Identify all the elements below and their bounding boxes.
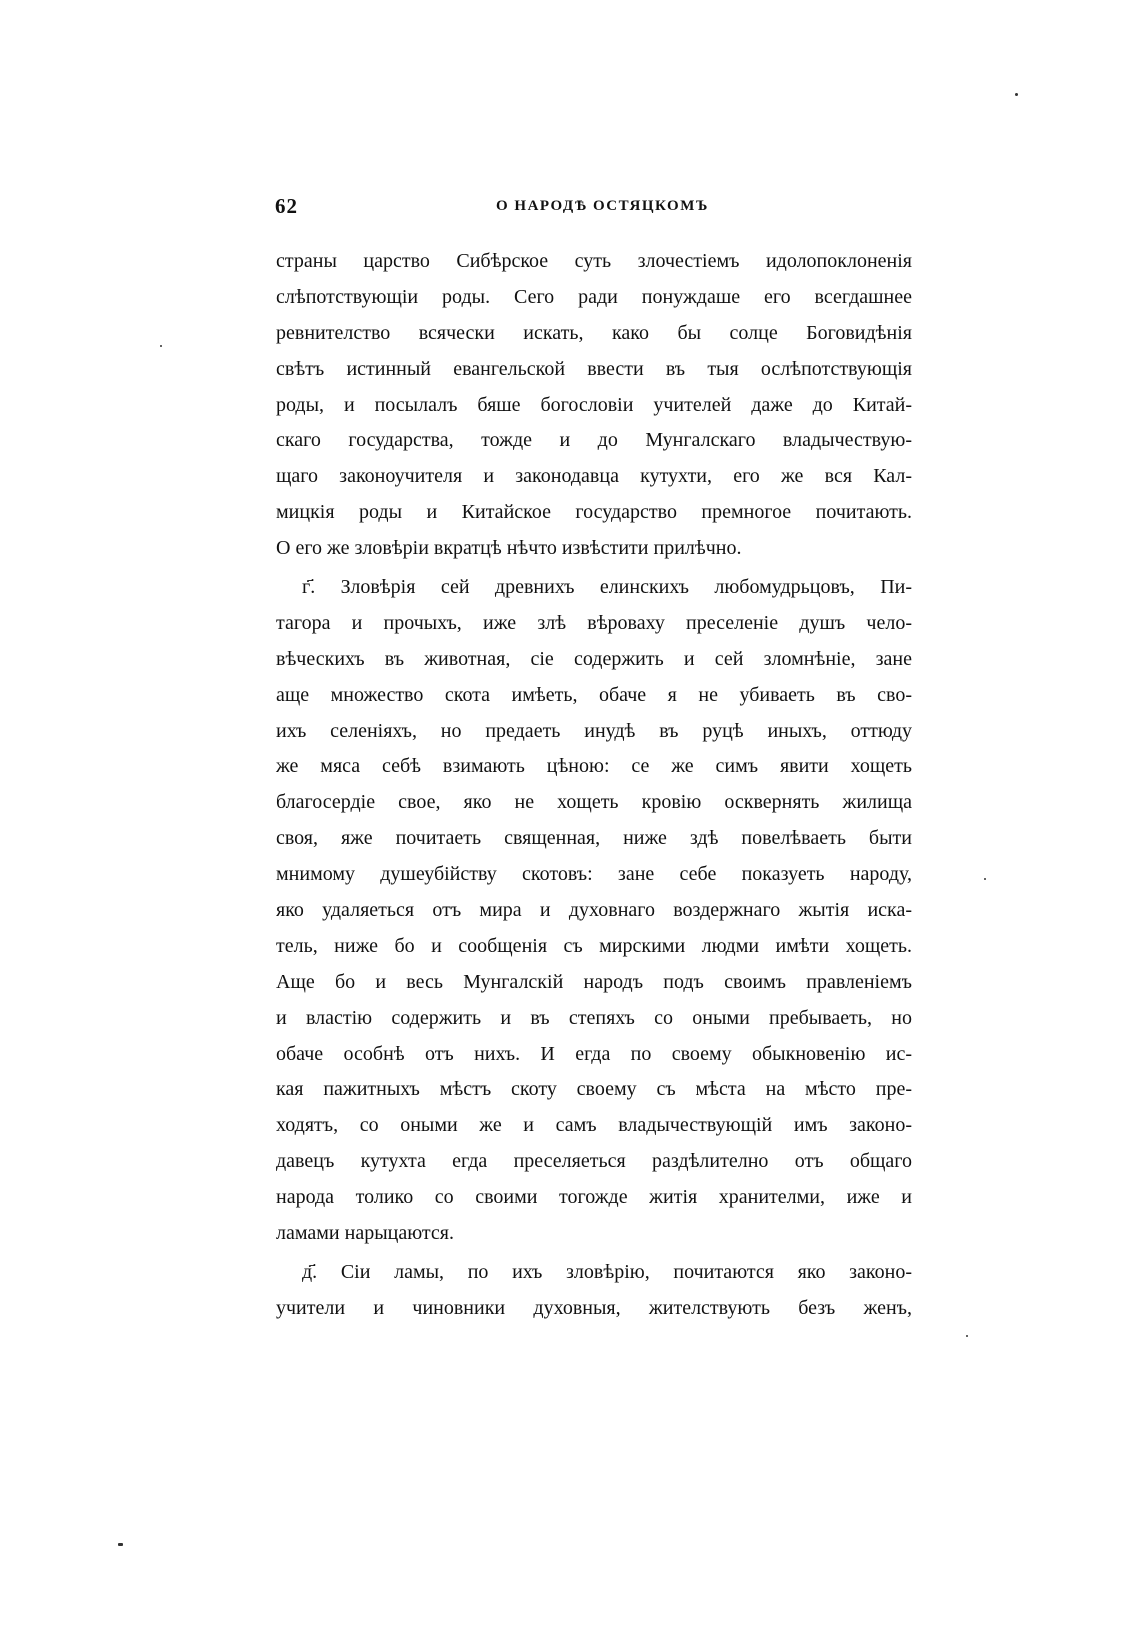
text-block	[276, 244, 912, 1327]
text-line: слѣпотствующіи роды. Сего ради понуждаше его всегдашнее	[276, 285, 912, 308]
text-line: давецъ кутухта егда преселяеться раздѣлително отъ общаго	[276, 1150, 912, 1173]
text-line: О его же зловѣріи вкратцѣ нѣчто извѣстити прилѣчно.	[276, 537, 742, 560]
paragraph-start-line: г҃. Зловѣрія сей древнихъ елинскихъ любомудрьцовъ, Пи-	[302, 576, 912, 599]
text-line: щаго законоучителя и законодавца кутухти, его же вся Кал-	[276, 465, 912, 488]
text-line: тагора и прочыхъ, иже злѣ вѣроваху преселеніе душъ чело-	[276, 611, 912, 634]
scan-speck	[1015, 93, 1018, 96]
text-line: тель, ниже бо и сообщенія съ мирскими людми имѣти хощеть.	[276, 934, 912, 957]
scan-speck	[984, 878, 986, 880]
text-line: же мяса себѣ взимають цѣною: се же симъ явити хощеть	[276, 755, 912, 778]
text-line: Аще бо и весь Мунгалскій народъ подъ своимъ правленіемъ	[276, 970, 912, 993]
text-line: страны царство Сибѣрское суть злочестіемъ идолопоклоненія	[276, 250, 912, 272]
scan-speck	[160, 345, 162, 347]
running-head: О НАРОДѢ ОСТЯЦКОМЪ	[496, 198, 709, 214]
text-line: и властію содержить и въ степяхъ со оными пребываеть, но	[276, 1006, 912, 1029]
text-line: своя, яже почитаеть священная, ниже здѣ повелѣваеть быти	[276, 827, 912, 850]
text-line: обаче особнѣ отъ нихъ. И егда по своему обыкновенію ис-	[276, 1042, 912, 1065]
text-line: кая пажитныхъ мѣстъ скоту своему съ мѣста на мѣсто пре-	[276, 1078, 912, 1101]
page-number: 62	[275, 194, 298, 218]
text-line: учители и чиновники духовныя, жителствують безъ женъ,	[276, 1296, 912, 1319]
text-line: мнимому душеубійству скотовъ: зане себе показуеть народу,	[276, 863, 912, 886]
text-line: аще множество скота имѣеть, обаче я не убиваеть въ сво-	[276, 683, 912, 706]
text-line: яко удаляеться отъ мира и духовнаго воздержнаго жытія иска-	[276, 899, 912, 922]
text-line: ихъ селеніяхъ, но предаеть инудѣ въ руцѣ иныхъ, оттюду	[276, 719, 912, 742]
text-line: роды, и посылалъ бяше богословіи учителей даже до Китай-	[276, 393, 912, 416]
text-line: народа толико со своими тогожде житія хранителми, иже и	[276, 1186, 912, 1209]
text-line: благосердіе свое, яко не хощеть кровію осквернять жилища	[276, 791, 912, 814]
text-line: мицкія роды и Китайское государство премногое почитають.	[276, 501, 912, 524]
text-line: скаго государства, тожде и до Мунгалскаго владычествую-	[276, 429, 912, 452]
text-line: ламами нарыцаются.	[276, 1222, 454, 1245]
text-line: свѣтъ истинный евангельской ввести въ тыя ослѣпотствующія	[276, 357, 912, 380]
scan-speck	[118, 1543, 123, 1546]
text-line: ревнителство всячески искать, како бы солце Боговидѣнія	[276, 321, 912, 344]
paragraph-start-line: д҃. Сіи ламы, по ихъ зловѣрію, почитаются яко законо-	[302, 1260, 912, 1283]
scan-speck	[966, 1335, 968, 1337]
text-line: вѣческихъ въ животная, сіе содержить и сей зломнѣніе, зане	[276, 647, 912, 670]
text-line: ходятъ, со оными же и самъ владычествующій имъ законо-	[276, 1114, 912, 1137]
